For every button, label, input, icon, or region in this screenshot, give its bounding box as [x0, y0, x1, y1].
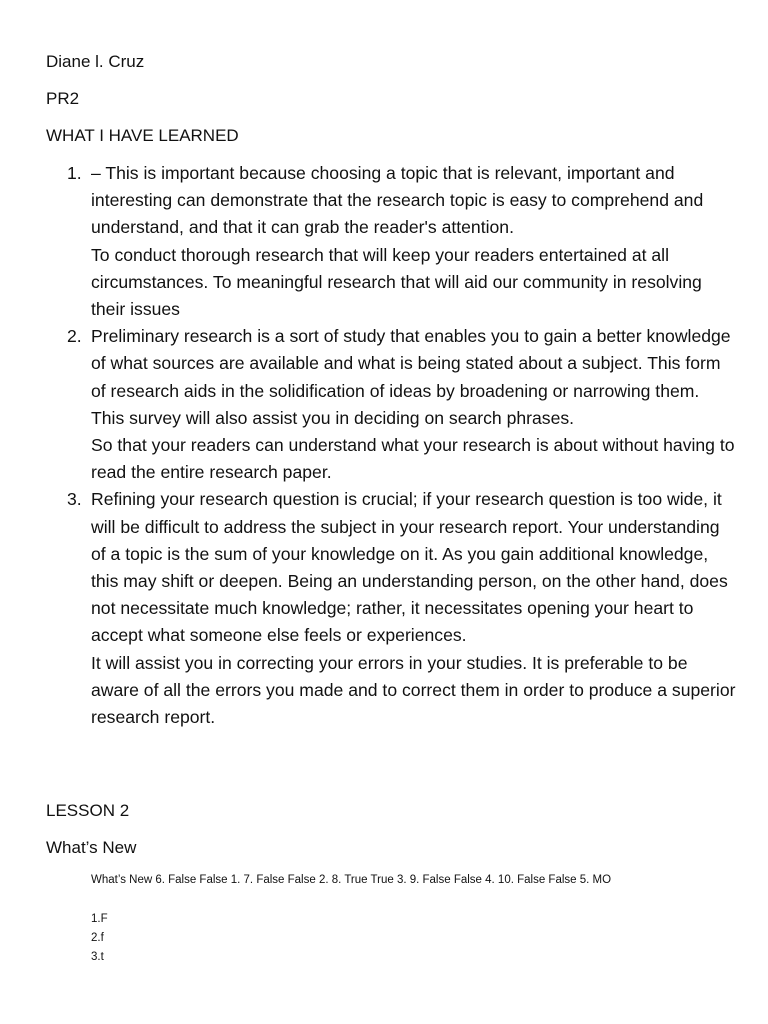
list-item-paragraph: – This is important because choosing a topic that is relevant, important and interesting can demonstrate that the research topic is easy to comprehend and understand, and that it can grab the reader's attention. — [91, 163, 704, 238]
list-item-paragraph: It will assist you in correcting your errors in your studies. It is preferable to be aware of all the errors you made and to correct them in order to produce a superior research report. — [91, 652, 736, 728]
lesson-title: LESSON 2 — [46, 801, 130, 820]
answer-item: 1.F — [91, 913, 108, 925]
list-item — [46, 486, 736, 731]
list-item-number: 3. — [67, 489, 82, 510]
author-name: Diane l. Cruz — [46, 52, 145, 71]
list-item-paragraph: So that your readers can understand what your research is about without having to read the entire research paper. — [91, 435, 735, 483]
learned-list — [46, 160, 736, 731]
list-item-paragraph: To conduct thorough research that will keep your readers entertained at all circumstances. To meaningful research that will aid our community in resolving their issues — [91, 244, 702, 320]
whats-new-answer-line: What’s New 6. False False 1. 7. False False 2. 8. True True 3. 9. False False 4. 10. False False 5. MO — [91, 874, 612, 886]
whats-new-heading: What’s New — [46, 838, 137, 857]
answer-item: 2.f — [91, 932, 104, 944]
list-item — [46, 323, 736, 486]
answer-list — [91, 910, 108, 967]
answer-item: 3.t — [91, 951, 104, 963]
list-item-paragraph: Preliminary research is a sort of study that enables you to gain a better knowledge of what sources are available and what is being stated about a subject. This form of research aids in the solidification of ideas by broadening or narrowing them. This survey will also assist you in deciding on search phrases. — [91, 326, 731, 428]
subject-label: PR2 — [46, 89, 80, 108]
list-item-number: 2. — [67, 326, 82, 347]
list-item — [46, 160, 736, 323]
list-item-paragraph: Refining your research question is crucial; if your research question is too wide, it will be difficult to address the subject in your research report. Your understanding of a topic is the sum of your knowledge on it. As you gain additional knowledge, this may shift or deepen. Being an understanding person, on the other hand, does not necessitate much knowledge; rather, it necessitates opening your heart to accept what someone else feels or experiences. — [91, 489, 728, 646]
list-item-number: 1. — [67, 163, 82, 183]
section-heading: WHAT I HAVE LEARNED — [46, 126, 239, 145]
